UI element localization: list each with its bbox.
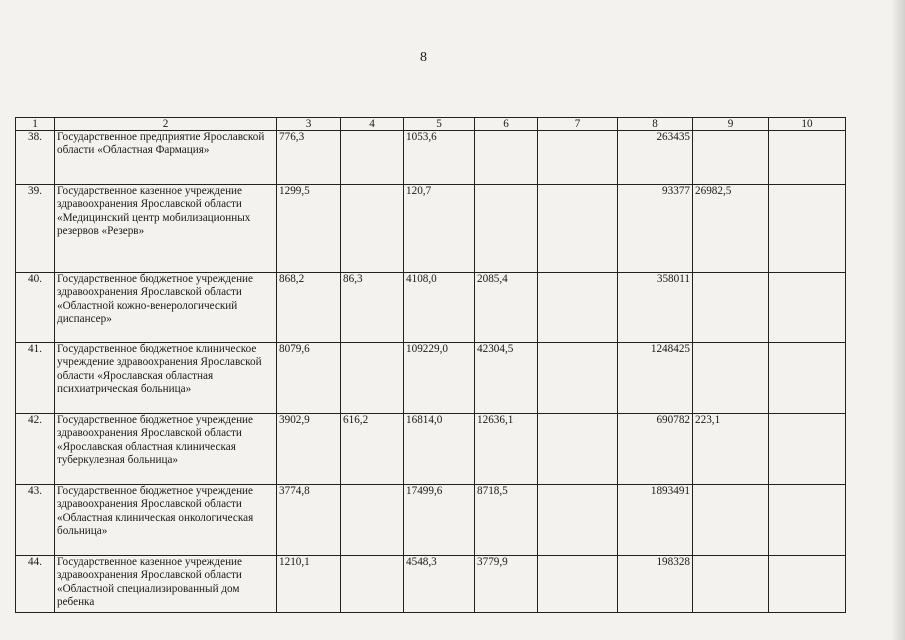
organization-name: Государственное бюджетное учреждение здравоохранения Ярославской области «Областной кожно-венерологический диспансер» (55, 273, 277, 343)
column-header: 5 (404, 118, 475, 131)
cell-col5: 109229,0 (404, 343, 475, 414)
page-number: 8 (420, 50, 427, 65)
row-number: 42. (16, 414, 55, 485)
cell-col6: 2085,4 (475, 273, 538, 343)
column-header: 4 (341, 118, 404, 131)
cell-col7 (538, 131, 618, 185)
cell-col7 (538, 485, 618, 556)
organization-name: Государственное бюджетное учреждение здравоохранения Ярославской области «Ярославская областная клиническая туберкулезная больница» (55, 414, 277, 485)
cell-col6: 3779,9 (475, 556, 538, 613)
table-row (16, 131, 846, 185)
cell-col10 (769, 556, 846, 613)
cell-col9 (693, 485, 769, 556)
cell-col10 (769, 485, 846, 556)
cell-col3: 3774,8 (277, 485, 341, 556)
cell-col4 (341, 556, 404, 613)
cell-col4: 616,2 (341, 414, 404, 485)
page-edge-shadow (891, 0, 905, 640)
cell-col6: 42304,5 (475, 343, 538, 414)
cell-col9 (693, 131, 769, 185)
table-row (16, 185, 846, 273)
cell-col6: 8718,5 (475, 485, 538, 556)
cell-col9: 26982,5 (693, 185, 769, 273)
column-header: 9 (693, 118, 769, 131)
column-header: 10 (769, 118, 846, 131)
row-number: 41. (16, 343, 55, 414)
table-row (16, 343, 846, 414)
cell-col7 (538, 556, 618, 613)
organization-name: Государственное казенное учреждение здравоохранения Ярославской области «Медицинский центр мобилизационных резервов «Резерв» (55, 185, 277, 273)
row-number: 44. (16, 556, 55, 613)
cell-col10 (769, 343, 846, 414)
data-table (15, 117, 846, 613)
cell-col3: 3902,9 (277, 414, 341, 485)
cell-col8: 358011 (618, 273, 693, 343)
cell-col7 (538, 343, 618, 414)
cell-col10 (769, 185, 846, 273)
row-number: 43. (16, 485, 55, 556)
cell-col7 (538, 185, 618, 273)
column-header: 2 (55, 118, 277, 131)
organization-name: Государственное бюджетное учреждение здравоохранения Ярославской области «Областная клиническая онкологическая больница» (55, 485, 277, 556)
cell-col9: 223,1 (693, 414, 769, 485)
table-row (16, 273, 846, 343)
table-header-row (16, 118, 846, 131)
row-number: 40. (16, 273, 55, 343)
cell-col3: 868,2 (277, 273, 341, 343)
cell-col5: 1053,6 (404, 131, 475, 185)
cell-col4 (341, 343, 404, 414)
organization-name: Государственное казенное учреждение здравоохранения Ярославской области «Областной специализированный дом ребенка (55, 556, 277, 613)
cell-col5: 120,7 (404, 185, 475, 273)
cell-col3: 1210,1 (277, 556, 341, 613)
cell-col5: 17499,6 (404, 485, 475, 556)
cell-col9 (693, 273, 769, 343)
table-row (16, 485, 846, 556)
column-header: 3 (277, 118, 341, 131)
cell-col9 (693, 556, 769, 613)
cell-col10 (769, 131, 846, 185)
column-header: 1 (16, 118, 55, 131)
column-header: 7 (538, 118, 618, 131)
cell-col6 (475, 185, 538, 273)
cell-col7 (538, 273, 618, 343)
cell-col4: 86,3 (341, 273, 404, 343)
cell-col8: 93377 (618, 185, 693, 273)
cell-col8: 263435 (618, 131, 693, 185)
cell-col6: 12636,1 (475, 414, 538, 485)
table-row (16, 556, 846, 613)
cell-col3: 1299,5 (277, 185, 341, 273)
cell-col8: 198328 (618, 556, 693, 613)
cell-col6 (475, 131, 538, 185)
cell-col5: 4108,0 (404, 273, 475, 343)
cell-col3: 8079,6 (277, 343, 341, 414)
cell-col3: 776,3 (277, 131, 341, 185)
cell-col4 (341, 185, 404, 273)
cell-col10 (769, 273, 846, 343)
cell-col8: 1893491 (618, 485, 693, 556)
cell-col8: 690782 (618, 414, 693, 485)
column-header: 8 (618, 118, 693, 131)
organization-name: Государственное бюджетное клиническое учреждение здравоохранения Ярославской области «Ярославская областная психиатрическая больница» (55, 343, 277, 414)
cell-col10 (769, 414, 846, 485)
column-header: 6 (475, 118, 538, 131)
cell-col9 (693, 343, 769, 414)
cell-col5: 4548,3 (404, 556, 475, 613)
cell-col5: 16814,0 (404, 414, 475, 485)
row-number: 39. (16, 185, 55, 273)
cell-col8: 1248425 (618, 343, 693, 414)
row-number: 38. (16, 131, 55, 185)
organization-name: Государственное предприятие Ярославской области «Областная Фармация» (55, 131, 277, 185)
cell-col4 (341, 131, 404, 185)
table-row (16, 414, 846, 485)
cell-col4 (341, 485, 404, 556)
cell-col7 (538, 414, 618, 485)
